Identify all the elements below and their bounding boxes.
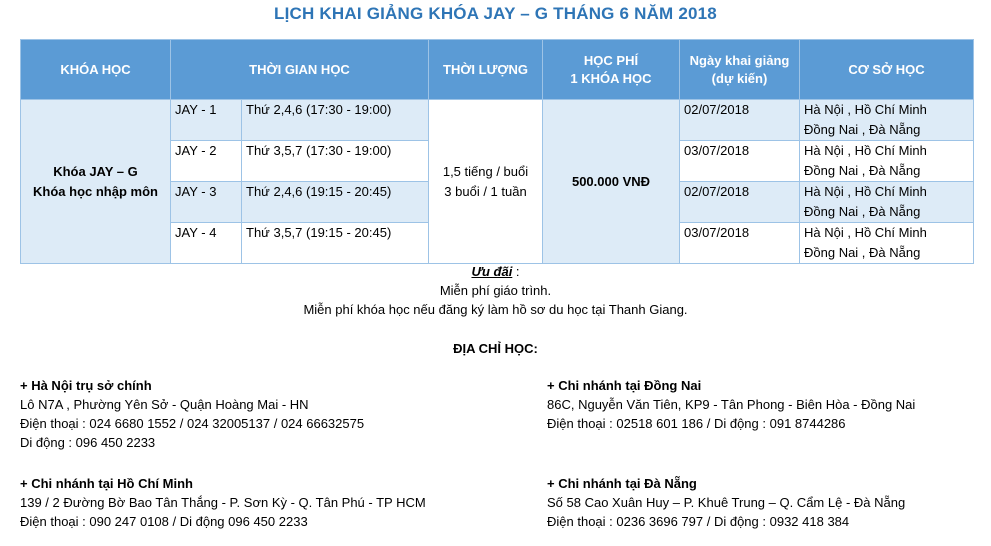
branch-title: + Chi nhánh tại Đồng Nai [547, 378, 702, 393]
branch-phone: Điện thoại : 0236 3696 797 / Di động : 0932 418 384 [547, 514, 850, 529]
class-time-cell: Thứ 2,4,6 (19:15 - 20:45) [242, 182, 429, 223]
campus-line2: Đồng Nai , Đà Nẵng [804, 122, 921, 137]
promotion-heading-colon: : [512, 264, 520, 279]
campus-line1: Hà Nội , Hồ Chí Minh [804, 143, 927, 158]
branch-phone: Điện thoại : 090 247 0108 / Di động 096 450 2233 [20, 514, 308, 529]
class-time-cell: Thứ 3,5,7 (17:30 - 19:00) [242, 141, 429, 182]
promotion-heading: Ưu đãi [471, 264, 513, 279]
campus-line2: Đồng Nai , Đà Nẵng [804, 204, 921, 219]
branch-address: Số 58 Cao Xuân Huy – P. Khuê Trung – Q. Cẩm Lệ - Đà Nẵng [547, 495, 906, 510]
branch-phone: Điện thoại : 02518 601 186 / Di động : 091 8744286 [547, 416, 846, 431]
class-code-cell: JAY - 1 [171, 100, 242, 141]
header-start-line2: (dự kiến) [711, 70, 768, 86]
header-campus: CƠ SỞ HỌC [800, 40, 974, 100]
branch-address: 139 / 2 Đường Bờ Bao Tân Thắng - P. Sơn Kỳ - Q. Tân Phú - TP HCM [20, 495, 426, 510]
header-fee-line2: 1 KHÓA HỌC [570, 70, 652, 86]
duration-line1: 1,5 tiếng / buổi [442, 163, 529, 179]
course-name-line1: Khóa JAY – G [53, 163, 138, 179]
branch-hanoi [20, 376, 364, 452]
header-start-line1: Ngày khai giảng [689, 52, 790, 68]
branch-mobile: Di động : 096 450 2233 [20, 435, 156, 450]
course-name-line2: Khóa học nhập môn [33, 183, 158, 199]
branch-address: Lô N7A , Phường Yên Sở - Quận Hoàng Mai - HN [20, 397, 309, 412]
header-start-date [680, 40, 800, 100]
duration-line2: 3 buổi / 1 tuần [444, 183, 527, 199]
duration-cell [429, 100, 543, 264]
campus-cell [800, 182, 974, 223]
schedule-table [20, 39, 974, 264]
table-row [21, 100, 974, 141]
promotion-line-1: Miễn phí giáo trình. [439, 283, 552, 298]
campus-line1: Hà Nội , Hồ Chí Minh [804, 225, 927, 240]
campus-line1: Hà Nội , Hồ Chí Minh [804, 102, 927, 117]
campus-cell [800, 141, 974, 182]
start-date-cell: 03/07/2018 [680, 223, 800, 264]
branch-phone: Điện thoại : 024 6680 1552 / 024 32005137 / 024 66632575 [20, 416, 365, 431]
class-code-cell: JAY - 3 [171, 182, 242, 223]
header-fee-line1: HỌC PHÍ [583, 52, 639, 68]
start-date-cell: 02/07/2018 [680, 182, 800, 223]
header-course: KHÓA HỌC [21, 40, 171, 100]
table-header-row [21, 40, 974, 100]
campus-line2: Đồng Nai , Đà Nẵng [804, 163, 921, 178]
header-schedule: THỜI GIAN HỌC [171, 40, 429, 100]
branch-title: + Chi nhánh tại Đà Nẵng [547, 476, 697, 491]
campus-line1: Hà Nội , Hồ Chí Minh [804, 184, 927, 199]
branch-danang [547, 474, 905, 531]
campus-cell [800, 100, 974, 141]
promotion-section [0, 262, 991, 319]
branch-hcm [20, 474, 426, 531]
start-date-cell: 03/07/2018 [680, 141, 800, 182]
page-title: LỊCH KHAI GIẢNG KHÓA JAY – G THÁNG 6 NĂM 2018 [274, 4, 717, 23]
header-fee [543, 40, 680, 100]
class-time-cell: Thứ 2,4,6 (17:30 - 19:00) [242, 100, 429, 141]
class-time-cell: Thứ 3,5,7 (19:15 - 20:45) [242, 223, 429, 264]
start-date-cell: 02/07/2018 [680, 100, 800, 141]
header-duration: THỜI LƯỢNG [429, 40, 543, 100]
campus-line2: Đồng Nai , Đà Nẵng [804, 245, 921, 260]
campus-cell [800, 223, 974, 264]
class-code-cell: JAY - 2 [171, 141, 242, 182]
branch-address: 86C, Nguyễn Văn Tiên, KP9 - Tân Phong - Biên Hòa - Đồng Nai [547, 397, 916, 412]
branch-dongnai [547, 376, 915, 433]
address-title: ĐỊA CHỈ HỌC: [453, 341, 538, 356]
class-code-cell: JAY - 4 [171, 223, 242, 264]
branch-title: + Chi nhánh tại Hồ Chí Minh [20, 476, 193, 491]
branch-title: + Hà Nội trụ sở chính [20, 378, 152, 393]
promotion-line-2: Miễn phí khóa học nếu đăng ký làm hồ sơ du học tại Thanh Giang. [303, 302, 688, 317]
fee-cell: 500.000 VNĐ [543, 100, 680, 264]
course-name-cell [21, 100, 171, 264]
promotion-heading-line [0, 262, 991, 281]
